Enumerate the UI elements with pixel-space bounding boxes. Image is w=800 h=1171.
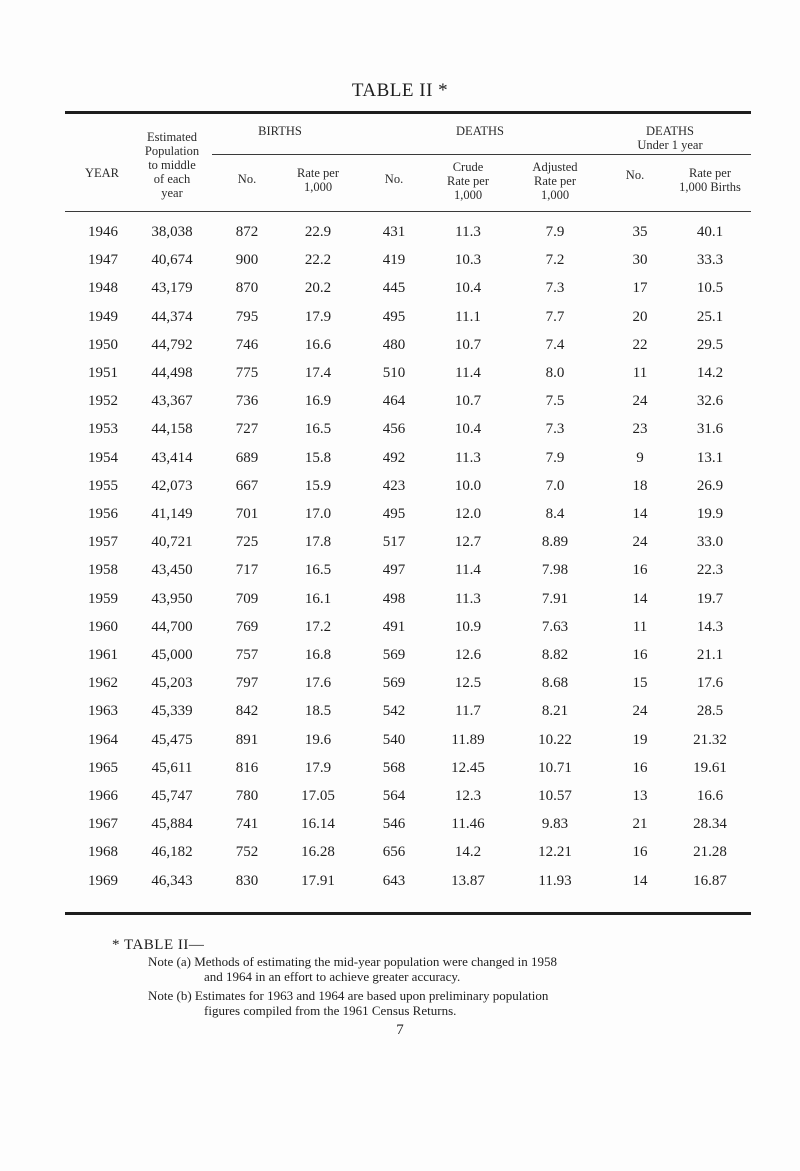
cell-births-rate: 15.8 [304, 449, 332, 466]
cell-year: 1954 [88, 449, 118, 466]
cell-births-no: 891 [235, 731, 259, 748]
cell-population: 45,339 [151, 703, 193, 720]
cell-under1-no: 35 [632, 224, 648, 240]
cell-population: 45,475 [151, 731, 193, 748]
cell-year: 1963 [88, 703, 118, 720]
header-births-no: No. [237, 172, 257, 186]
top-rule [65, 111, 751, 114]
cell-crude-rate: 13.87 [451, 872, 485, 889]
cell-births-rate: 17.9 [304, 308, 332, 325]
cell-population: 44,158 [151, 421, 193, 438]
cell-deaths-no: 464 [382, 393, 406, 410]
cell-year: 1969 [88, 872, 118, 889]
cell-crude-rate: 11.4 [455, 365, 481, 381]
cell-under1-rate: 16.87 [693, 872, 727, 889]
cell-crude-rate: 12.45 [451, 759, 485, 776]
cell-deaths-no: 569 [382, 675, 406, 692]
cell-crude-rate: 10.4 [454, 280, 482, 297]
cell-deaths-no: 419 [382, 252, 406, 269]
cell-year: 1947 [88, 252, 118, 269]
cell-adjusted-rate: 8.68 [541, 675, 569, 692]
cell-adjusted-rate: 8.82 [541, 647, 569, 663]
cell-under1-rate: 28.5 [696, 703, 724, 720]
cell-deaths-no: 546 [382, 816, 406, 833]
cell-crude-rate: 10.3 [454, 252, 482, 269]
cell-under1-no: 17 [632, 280, 648, 297]
cell-births-no: 797 [235, 675, 259, 692]
cell-births-rate: 16.8 [304, 647, 332, 663]
cell-under1-no: 16 [632, 759, 648, 776]
cell-under1-rate: 21.32 [693, 731, 727, 748]
cell-year: 1951 [88, 365, 118, 381]
cell-crude-rate: 10.0 [454, 477, 482, 494]
cell-deaths-no: 423 [382, 477, 406, 494]
cell-adjusted-rate: 12.21 [538, 844, 572, 861]
cell-under1-no: 15 [632, 675, 648, 692]
cell-under1-rate: 16.6 [696, 788, 724, 804]
cell-crude-rate: 12.0 [454, 506, 482, 522]
cell-year: 1948 [88, 280, 118, 297]
cell-crude-rate: 11.89 [451, 731, 485, 748]
cell-births-no: 780 [235, 788, 259, 804]
cell-under1-rate: 31.6 [696, 421, 724, 438]
cell-deaths-no: 495 [382, 308, 406, 325]
cell-under1-rate: 29.5 [696, 336, 724, 353]
cell-deaths-no: 656 [382, 844, 406, 861]
cell-under1-no: 18 [632, 477, 648, 494]
cell-under1-rate: 14.3 [696, 618, 724, 635]
cell-crude-rate: 12.5 [454, 675, 482, 692]
cell-under1-no: 20 [632, 308, 648, 325]
cell-births-rate: 18.5 [304, 703, 332, 720]
cell-adjusted-rate: 7.9 [545, 224, 565, 240]
note-a: Note (a) Methods of estimating the mid-year population were changed in 1958 and 1964 in an effort to achieve greater accuracy. [148, 954, 558, 984]
cell-adjusted-rate: 7.3 [545, 280, 565, 297]
cell-population: 41,149 [151, 506, 193, 522]
cell-under1-rate: 14.2 [696, 365, 724, 381]
cell-year: 1950 [88, 336, 118, 353]
header-deaths-no: No. [384, 172, 404, 186]
table-row [0, 504, 800, 524]
cell-adjusted-rate: 7.0 [545, 477, 565, 494]
cell-deaths-no: 497 [382, 562, 406, 579]
cell-crude-rate: 10.9 [454, 618, 482, 635]
cell-under1-no: 14 [632, 872, 648, 889]
cell-crude-rate: 14.2 [454, 844, 482, 861]
cell-year: 1967 [88, 816, 118, 833]
notes-heading: * TABLE II— [112, 937, 205, 953]
cell-year: 1966 [88, 788, 118, 804]
cell-under1-no: 14 [632, 590, 648, 607]
cell-births-no: 900 [235, 252, 259, 269]
cell-adjusted-rate: 10.22 [538, 731, 572, 748]
cell-births-no: 830 [235, 872, 259, 889]
cell-births-no: 717 [235, 562, 259, 579]
cell-births-no: 701 [235, 506, 259, 522]
cell-crude-rate: 10.4 [454, 421, 482, 438]
cell-year: 1957 [88, 534, 118, 551]
cell-under1-no: 22 [632, 336, 648, 353]
cell-adjusted-rate: 10.57 [538, 788, 572, 804]
cell-births-no: 667 [235, 477, 259, 494]
header-bottom-rule [65, 211, 751, 212]
cell-crude-rate: 11.1 [455, 308, 481, 325]
cell-under1-no: 16 [632, 562, 648, 579]
cell-births-rate: 17.8 [304, 534, 332, 551]
cell-population: 43,367 [151, 393, 193, 410]
table-row [0, 532, 800, 552]
cell-population: 42,073 [151, 477, 193, 494]
cell-adjusted-rate: 7.4 [545, 336, 565, 353]
table-row [0, 673, 800, 693]
table-row [0, 476, 800, 496]
table-row [0, 701, 800, 721]
cell-births-no: 872 [235, 224, 259, 240]
cell-crude-rate: 12.7 [454, 534, 482, 551]
cell-year: 1962 [88, 675, 118, 692]
cell-births-no: 741 [235, 816, 259, 833]
cell-population: 46,182 [151, 844, 193, 861]
cell-births-rate: 16.5 [304, 421, 332, 438]
cell-year: 1960 [88, 618, 118, 635]
cell-crude-rate: 11.7 [455, 703, 481, 720]
cell-adjusted-rate: 7.98 [541, 562, 569, 579]
cell-births-rate: 17.0 [304, 506, 332, 522]
cell-under1-rate: 33.0 [696, 534, 724, 551]
cell-adjusted-rate: 7.91 [541, 590, 569, 607]
table-row [0, 335, 800, 355]
cell-population: 44,374 [151, 308, 193, 325]
cell-year: 1961 [88, 647, 118, 663]
cell-births-no: 816 [235, 759, 259, 776]
cell-year: 1958 [88, 562, 118, 579]
cell-adjusted-rate: 8.89 [541, 534, 569, 551]
cell-adjusted-rate: 8.0 [545, 365, 565, 381]
cell-under1-no: 14 [632, 506, 648, 522]
cell-deaths-no: 492 [382, 449, 406, 466]
table-row [0, 814, 800, 834]
header-deaths: DEATHS [456, 124, 504, 138]
page-number: 7 [396, 1022, 404, 1038]
table-row [0, 278, 800, 298]
cell-births-no: 736 [235, 393, 259, 410]
cell-births-no: 689 [235, 449, 259, 466]
cell-year: 1949 [88, 308, 118, 325]
cell-year: 1964 [88, 731, 118, 748]
cell-population: 43,450 [151, 562, 193, 579]
cell-deaths-no: 445 [382, 280, 406, 297]
table-row [0, 448, 800, 468]
cell-deaths-no: 569 [382, 647, 406, 663]
cell-deaths-no: 456 [382, 421, 406, 438]
cell-under1-rate: 28.34 [693, 816, 727, 833]
cell-adjusted-rate: 9.83 [541, 816, 569, 833]
cell-deaths-no: 510 [382, 365, 406, 381]
cell-population: 45,203 [151, 675, 193, 692]
cell-under1-no: 11 [632, 365, 648, 381]
cell-under1-rate: 10.5 [696, 280, 724, 297]
table-row [0, 617, 800, 637]
cell-deaths-no: 517 [382, 534, 406, 551]
cell-adjusted-rate: 7.2 [545, 252, 565, 269]
cell-deaths-no: 431 [382, 224, 406, 240]
cell-under1-no: 16 [632, 647, 648, 663]
cell-population: 45,611 [151, 759, 193, 776]
cell-under1-rate: 40.1 [696, 224, 724, 240]
cell-under1-rate: 19.7 [696, 590, 724, 607]
cell-population: 45,884 [151, 816, 193, 833]
cell-population: 38,038 [151, 224, 193, 240]
cell-year: 1968 [88, 844, 118, 861]
table-row [0, 786, 800, 806]
cell-under1-rate: 21.1 [696, 647, 724, 663]
cell-adjusted-rate: 8.21 [541, 703, 569, 720]
cell-births-no: 727 [235, 421, 259, 438]
cell-under1-no: 24 [632, 393, 648, 410]
cell-year: 1955 [88, 477, 118, 494]
header-population: Estimated Population to middle of each year [144, 130, 200, 200]
cell-births-rate: 17.05 [301, 788, 335, 804]
table-row [0, 730, 800, 750]
cell-under1-no: 23 [632, 421, 648, 438]
cell-adjusted-rate: 11.93 [538, 872, 572, 889]
cell-crude-rate: 12.6 [454, 647, 482, 663]
table-row [0, 419, 800, 439]
header-births: BIRTHS [258, 124, 302, 138]
header-year: YEAR [84, 166, 120, 180]
header-crude-rate: Crude Rate per 1,000 [447, 160, 489, 202]
cell-under1-rate: 25.1 [696, 308, 724, 325]
cell-population: 43,179 [151, 280, 193, 297]
cell-deaths-no: 498 [382, 590, 406, 607]
cell-births-rate: 16.14 [301, 816, 335, 833]
table-row [0, 391, 800, 411]
cell-adjusted-rate: 10.71 [538, 759, 572, 776]
table-row [0, 758, 800, 778]
cell-births-rate: 22.2 [304, 252, 332, 269]
cell-under1-rate: 19.9 [696, 506, 724, 522]
cell-crude-rate: 11.4 [455, 562, 481, 579]
cell-population: 43,414 [151, 449, 193, 466]
cell-under1-rate: 32.6 [696, 393, 724, 410]
cell-under1-rate: 22.3 [696, 562, 724, 579]
cell-deaths-no: 643 [382, 872, 406, 889]
cell-crude-rate: 10.7 [454, 336, 482, 353]
cell-births-rate: 19.6 [304, 731, 332, 748]
cell-under1-no: 30 [632, 252, 648, 269]
cell-births-no: 795 [235, 308, 259, 325]
cell-under1-no: 24 [632, 703, 648, 720]
cell-under1-rate: 13.1 [696, 449, 724, 466]
cell-deaths-no: 564 [382, 788, 406, 804]
cell-deaths-no: 568 [382, 759, 406, 776]
cell-under1-no: 21 [632, 816, 648, 833]
cell-population: 40,674 [151, 252, 193, 269]
cell-population: 44,700 [151, 618, 193, 635]
table-row [0, 307, 800, 327]
header-divider [212, 154, 751, 155]
cell-under1-no: 19 [632, 731, 648, 748]
cell-births-no: 769 [235, 618, 259, 635]
cell-deaths-no: 495 [382, 506, 406, 522]
cell-under1-rate: 21.28 [693, 844, 727, 861]
cell-population: 44,498 [151, 365, 193, 381]
cell-year: 1952 [88, 393, 118, 410]
cell-under1-no: 9 [636, 449, 644, 466]
cell-under1-no: 13 [632, 788, 648, 804]
cell-births-rate: 20.2 [304, 280, 332, 297]
cell-births-rate: 16.5 [304, 562, 332, 579]
cell-population: 43,950 [151, 590, 193, 607]
cell-crude-rate: 11.46 [451, 816, 485, 833]
cell-adjusted-rate: 7.7 [545, 308, 565, 325]
cell-births-rate: 17.6 [304, 675, 332, 692]
cell-births-no: 709 [235, 590, 259, 607]
cell-adjusted-rate: 7.63 [541, 618, 569, 635]
cell-population: 46,343 [151, 872, 193, 889]
cell-under1-rate: 17.6 [696, 675, 724, 692]
cell-births-rate: 15.9 [304, 477, 332, 494]
cell-births-rate: 17.91 [301, 872, 335, 889]
cell-births-rate: 17.9 [304, 759, 332, 776]
cell-under1-rate: 33.3 [696, 252, 724, 269]
cell-population: 45,000 [151, 647, 193, 663]
cell-births-rate: 16.28 [301, 844, 335, 861]
cell-births-rate: 16.9 [304, 393, 332, 410]
table-row [0, 250, 800, 270]
cell-adjusted-rate: 7.5 [545, 393, 565, 410]
table-row [0, 871, 800, 891]
cell-year: 1946 [88, 224, 118, 240]
bottom-rule [65, 912, 751, 915]
header-deaths-under-1: DEATHS Under 1 year [637, 124, 703, 152]
cell-under1-no: 11 [632, 618, 648, 635]
table-row [0, 589, 800, 609]
cell-under1-rate: 26.9 [696, 477, 724, 494]
table-row [0, 645, 800, 665]
table-row [0, 842, 800, 862]
cell-year: 1959 [88, 590, 118, 607]
cell-births-no: 746 [235, 336, 259, 353]
cell-births-rate: 17.4 [304, 365, 332, 381]
cell-deaths-no: 480 [382, 336, 406, 353]
cell-population: 40,721 [151, 534, 193, 551]
cell-population: 44,792 [151, 336, 193, 353]
cell-crude-rate: 11.3 [455, 590, 481, 607]
cell-deaths-no: 491 [382, 618, 406, 635]
table-row [0, 222, 800, 242]
cell-under1-no: 16 [632, 844, 648, 861]
page-title: TABLE II * [351, 80, 449, 101]
table-row [0, 560, 800, 580]
cell-births-no: 870 [235, 280, 259, 297]
cell-adjusted-rate: 7.3 [545, 421, 565, 438]
cell-crude-rate: 12.3 [454, 788, 482, 804]
cell-crude-rate: 10.7 [454, 393, 482, 410]
cell-under1-no: 24 [632, 534, 648, 551]
cell-year: 1953 [88, 421, 118, 438]
note-b: Note (b) Estimates for 1963 and 1964 are based upon preliminary population figures compiled from the 1961 Census Returns. [148, 988, 549, 1018]
cell-adjusted-rate: 7.9 [545, 449, 565, 466]
header-under-no: No. [625, 168, 645, 182]
cell-births-rate: 22.9 [304, 224, 332, 240]
cell-births-rate: 16.1 [304, 590, 332, 607]
cell-births-no: 725 [235, 534, 259, 551]
cell-deaths-no: 542 [382, 703, 406, 720]
cell-births-no: 752 [235, 844, 259, 861]
header-births-rate: Rate per 1,000 [297, 166, 339, 194]
cell-year: 1956 [88, 506, 118, 522]
cell-adjusted-rate: 8.4 [545, 506, 565, 522]
header-adjusted-rate: Adjusted Rate per 1,000 [532, 160, 578, 202]
cell-under1-rate: 19.61 [693, 759, 727, 776]
cell-births-no: 775 [235, 365, 259, 381]
cell-crude-rate: 11.3 [455, 224, 481, 240]
cell-births-rate: 16.6 [304, 336, 332, 353]
cell-crude-rate: 11.3 [455, 449, 481, 466]
cell-deaths-no: 540 [382, 731, 406, 748]
cell-population: 45,747 [151, 788, 193, 804]
cell-year: 1965 [88, 759, 118, 776]
header-under-rate: Rate per 1,000 Births [679, 166, 741, 194]
cell-births-rate: 17.2 [304, 618, 332, 635]
cell-births-no: 757 [235, 647, 259, 663]
cell-births-no: 842 [235, 703, 259, 720]
table-row [0, 363, 800, 383]
